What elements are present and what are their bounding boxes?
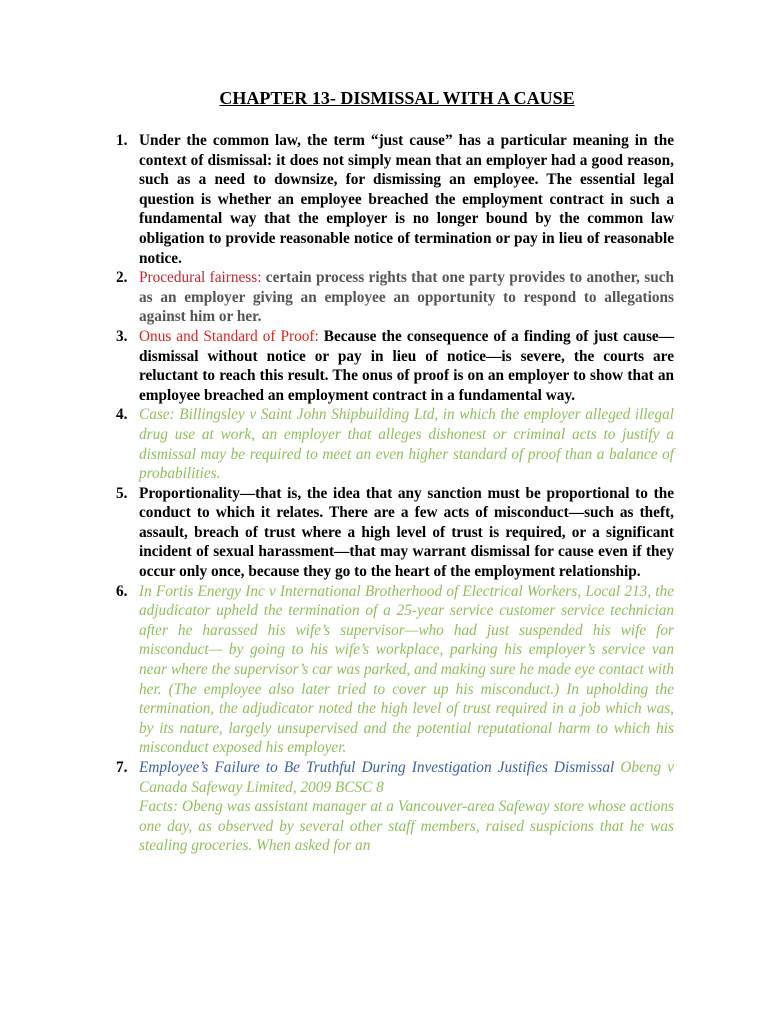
list-item-6 (108, 582, 674, 758)
item-number: 6. (116, 582, 128, 600)
item-text: Under the common law, the term “just cause” has a particular meaning in the context of dismissal: it does not simply mean that an employer had a good reason, such as a need to downsize, for dismissing an employee. The essential legal question is whether an employee breached the employment contract in such a fundamental way that the employer is no longer bound by the common law obligation to provide reasonable notice of termination or pay in lieu of reasonable notice. (139, 132, 674, 267)
chapter-title: CHAPTER 13- DISMISSAL WITH A CAUSE (219, 88, 575, 108)
item-text: Because the consequence of a finding of just cause—dismissal without notice or pay in lieu of notice—is severe, the courts are reluctant to reach this result. The onus of proof is on an employer to show that an employee breached an employment contract in a fundamental way. (139, 327, 674, 404)
list-item-5 (108, 484, 674, 582)
item-number: 5. (116, 484, 128, 502)
list-item-7 (108, 758, 674, 856)
item-number: 3. (116, 327, 128, 345)
numbered-list (108, 131, 674, 856)
list-item-1 (108, 131, 674, 268)
item-number: 7. (116, 759, 128, 776)
list-item-2 (108, 268, 674, 327)
list-item-4 (108, 405, 674, 483)
item-heading: Procedural fairness: (139, 269, 262, 287)
case-citation: Obeng v Canada Safeway Limited, 2009 BCSC 8 (139, 759, 674, 796)
item-number: 4. (116, 406, 128, 424)
item-number: 1. (116, 132, 128, 149)
item-heading: Onus and Standard of Proof: (139, 327, 319, 345)
item-number: 2. (116, 269, 128, 287)
item-heading: Employee’s Failure to Be Truthful During Investigation Justifies Dismissal (139, 759, 615, 776)
list-item-3 (108, 327, 674, 405)
item-text: Proportionality—that is, the idea that any sanction must be proportional to the conduct to which it relates. There are a few acts of misconduct—such as theft, assault, breach of trust where a high level of trust is required, or a significant incident of sexual harassment—that may warrant dismissal for cause even if they occur only once, because they go to the heart of the employment relationship. (139, 484, 674, 581)
case-text: Case: Billingsley v Saint John Shipbuilding Ltd, in which the employer alleged illegal drug use at work, an employer that alleges dishonest or criminal acts to justify a dismissal may be required to meet an even higher standard of proof than a balance of probabilities. (139, 406, 674, 483)
case-facts: Facts: Obeng was assistant manager at a Vancouver-area Safeway store whose actions one day, as observed by several other staff members, raised suspicions that he was stealing groceries. When asked for an (139, 798, 674, 855)
item-text: certain process rights that one party provides to another, such as an employer giving an employee an opportunity to respond to allegations against him or her. (139, 269, 674, 326)
case-text: In Fortis Energy Inc v International Brotherhood of Electrical Workers, Local 213, the adjudicator upheld the termination of a 25-year service customer service technician after he harassed his wife’s supervisor—who had just suspended his wife for misconduct— by going to his wife’s workplace, parking his employer’s service van near where the supervisor’s car was parked, and making sure he made eye contact with her. (The employee also later tried to cover up his misconduct.) In upholding the termination, the adjudicator noted the high level of trust required in a job which was, by its nature, largely unsupervised and the potential reputational harm to which his misconduct exposed his employer. (139, 582, 674, 757)
